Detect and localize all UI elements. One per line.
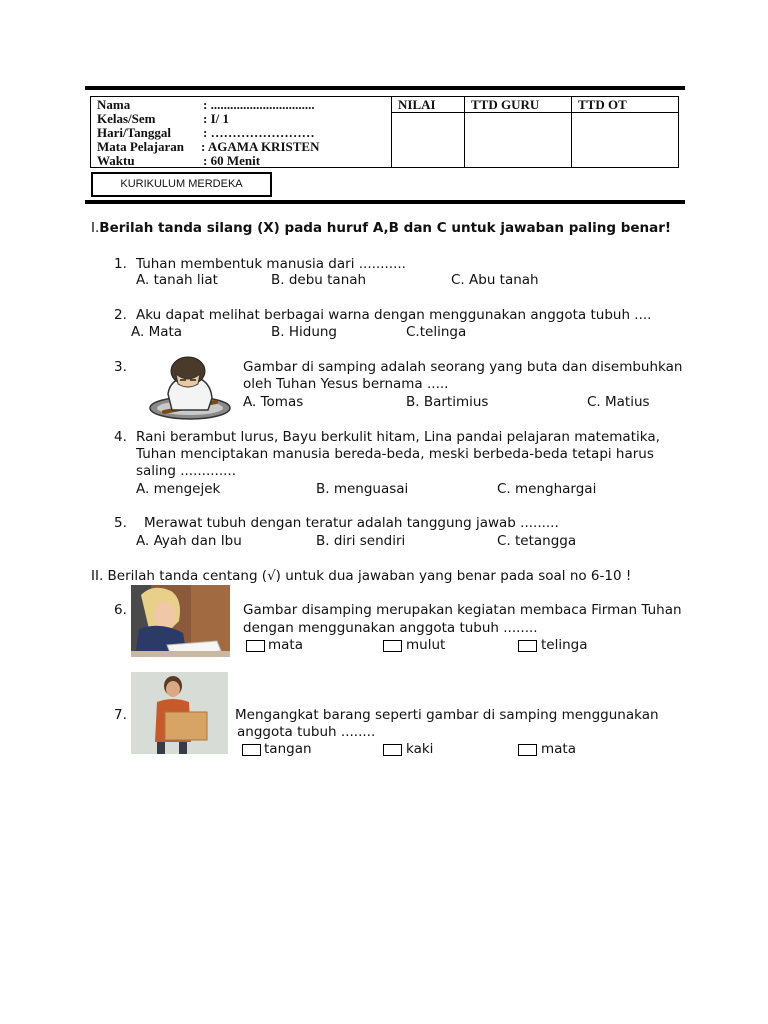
option-c[interactable]: C. Matius	[587, 394, 650, 410]
section2-instruction: II. Berilah tanda centang (√) untuk dua jawaban yang benar pada soal no 6-10 !	[91, 568, 632, 584]
answer-checkbox[interactable]	[518, 640, 537, 652]
option-b[interactable]: B. debu tanah	[271, 272, 367, 288]
field-value-mata-pelajaran: : AGAMA KRISTEN	[201, 139, 320, 154]
question-number: 7.	[114, 707, 127, 723]
option-label: tangan	[264, 741, 312, 757]
question-text: Tuhan membentuk manusia dari ...........	[136, 256, 406, 272]
option-c[interactable]: C.telinga	[406, 324, 467, 340]
divider	[391, 97, 392, 167]
question-text: Gambar disamping merupakan kegiatan membaca Firman Tuhan	[243, 602, 682, 618]
question-number: 2.	[114, 307, 127, 323]
question-text: anggota tubuh ........	[237, 724, 376, 740]
option-b[interactable]: B. menguasai	[316, 481, 409, 497]
divider	[571, 97, 572, 167]
answer-checkbox[interactable]	[518, 744, 537, 756]
option-a[interactable]: A. Mata	[131, 324, 183, 340]
field-value-waktu: : 60 Menit	[203, 153, 261, 168]
option-a[interactable]: A. Ayah dan Ibu	[136, 533, 242, 549]
header-table	[90, 96, 679, 168]
question-number: 6.	[114, 602, 127, 618]
field-label-mata-pelajaran: Mata Pelajaran	[97, 139, 185, 154]
curriculum-label: KURIKULUM MERDEKA	[91, 172, 272, 197]
option-a[interactable]: A. mengejek	[136, 481, 221, 497]
field-label-nama: Nama	[97, 97, 131, 112]
option-b[interactable]: B. Bartimius	[406, 394, 489, 410]
divider	[464, 97, 465, 167]
field-value-kelas: : I/ 1	[203, 111, 229, 126]
column-ttd-ot: TTD OT	[578, 97, 627, 112]
question-number: 3.	[114, 359, 127, 375]
field-label-waktu: Waktu	[97, 153, 135, 168]
field-label-hari-tanggal: Hari/Tanggal	[97, 125, 171, 140]
field-value-nama[interactable]: : ................................	[203, 97, 315, 112]
boy-carrying-box-photo	[131, 672, 228, 754]
question-number: 1.	[114, 256, 127, 272]
option-c[interactable]: C. menghargai	[497, 481, 597, 497]
question-text: saling .............	[136, 463, 237, 479]
blind-man-illustration	[146, 354, 238, 424]
question-text: Aku dapat melihat berbagai warna dengan menggunakan anggota tubuh ....	[136, 307, 652, 323]
section1-prefix: I.	[91, 220, 100, 236]
question-text: Mengangkat barang seperti gambar di samping menggunakan	[235, 707, 659, 723]
answer-checkbox[interactable]	[383, 640, 402, 652]
option-a[interactable]: A. tanah liat	[136, 272, 218, 288]
option-b[interactable]: B. diri sendiri	[316, 533, 406, 549]
question-text: dengan menggunakan anggota tubuh ........	[243, 620, 538, 636]
option-a[interactable]: A. Tomas	[243, 394, 304, 410]
question-text: Merawat tubuh dengan teratur adalah tanggung jawab .........	[144, 515, 559, 531]
question-text: oleh Tuhan Yesus bernama .....	[243, 376, 449, 392]
option-label: mata	[268, 637, 303, 653]
option-b[interactable]: B. Hidung	[271, 324, 337, 340]
section1-instruction	[91, 220, 671, 236]
field-label-kelas: Kelas/Sem	[97, 111, 156, 126]
section1-instruction-text: Berilah tanda silang (X) pada huruf A,B dan C untuk jawaban paling benar!	[99, 220, 672, 236]
question-number: 4.	[114, 429, 127, 445]
answer-checkbox[interactable]	[383, 744, 402, 756]
option-label: kaki	[406, 741, 434, 757]
option-c[interactable]: C. Abu tanah	[451, 272, 539, 288]
answer-checkbox[interactable]	[242, 744, 261, 756]
option-c[interactable]: C. tetangga	[497, 533, 577, 549]
header-top-rule	[85, 86, 685, 90]
field-value-hari-tanggal[interactable]: : ……………………	[203, 125, 315, 140]
question-text: Tuhan menciptakan manusia bereda-beda, meski berbeda-beda tetapi harus	[136, 446, 654, 462]
question-text: Rani berambut lurus, Bayu berkulit hitam, Lina pandai pelajaran matematika,	[136, 429, 660, 445]
column-nilai: NILAI	[398, 97, 436, 112]
option-label: mata	[541, 741, 576, 757]
option-label: telinga	[541, 637, 588, 653]
answer-checkbox[interactable]	[246, 640, 265, 652]
question-number: 5.	[114, 515, 127, 531]
column-ttd-guru: TTD GURU	[471, 97, 540, 112]
question-text: Gambar di samping adalah seorang yang buta dan disembuhkan	[243, 359, 683, 375]
option-label: mulut	[406, 637, 446, 653]
child-reading-photo	[131, 585, 230, 657]
header-bottom-rule	[85, 200, 685, 204]
